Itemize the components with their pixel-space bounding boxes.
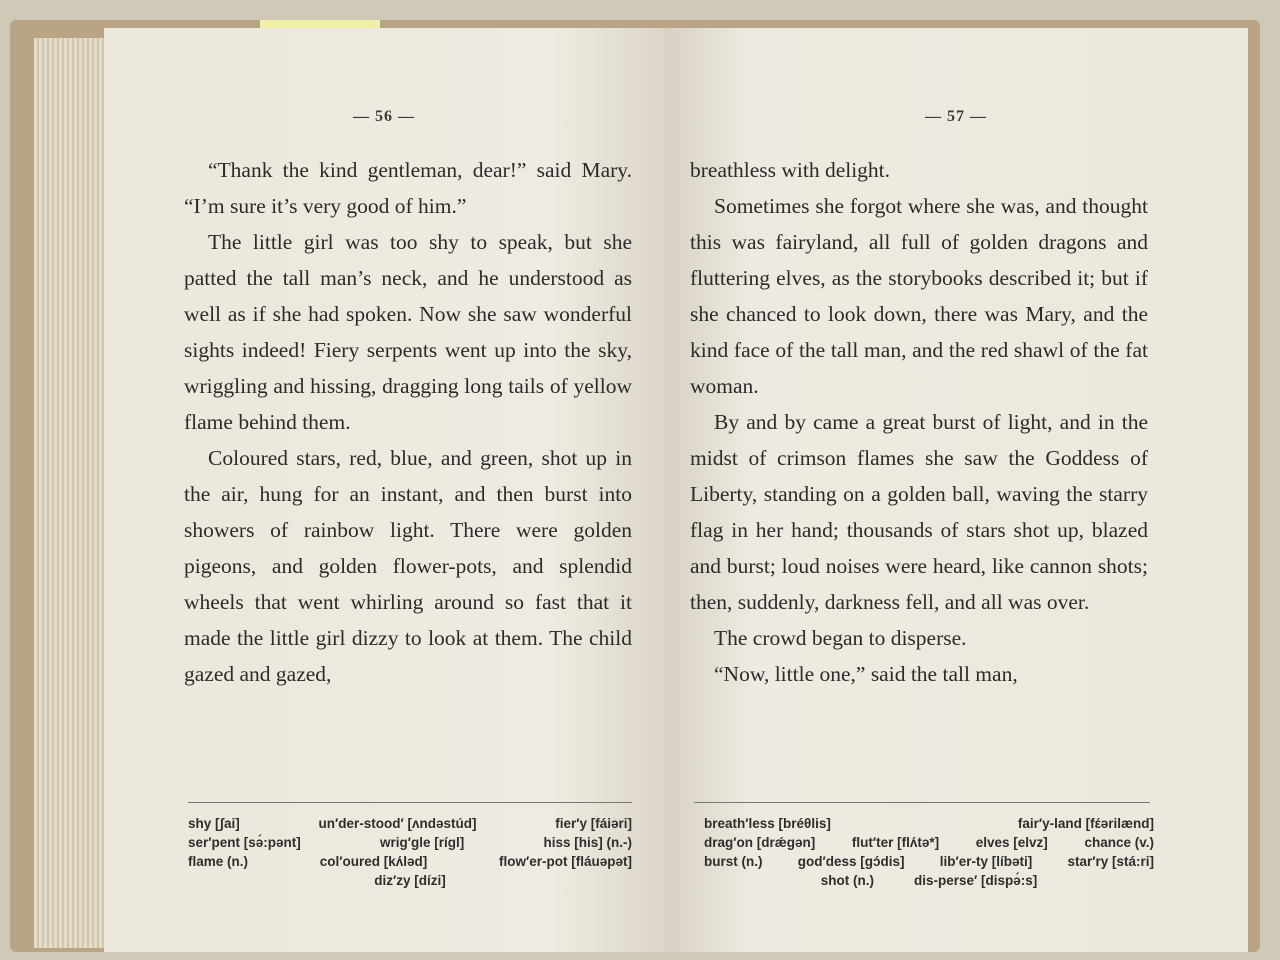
glossary-line <box>188 873 632 892</box>
pronunciation-glossary <box>188 816 632 892</box>
glossary-entry: shy [ʃai] <box>188 816 240 831</box>
glossary-line <box>704 816 1154 835</box>
glossary-entry: flow′er-pot [fláuəpət] <box>499 854 632 869</box>
glossary-entry: fair′y-land [fέərilænd] <box>1017 816 1154 831</box>
glossary-entry: chance (v.) <box>1084 835 1154 850</box>
paragraph: The little girl was too shy to speak, but she patted the tall man’s neck, and he understood as well as if she had spoken. Now she saw wonderful sights indeed! Fiery serpents went up into the sky, wriggling and hissing, dragging long tails of yellow flame behind them. <box>184 230 632 434</box>
right-page <box>664 28 1248 952</box>
glossary-entry: col′oured [kʌ́ləd] <box>319 854 428 869</box>
pronunciation-glossary <box>704 816 1154 892</box>
glossary-entry: hiss [his] (n.-) <box>543 835 632 850</box>
glossary-line <box>188 835 632 854</box>
glossary-entry: lib′er-ty [líbəti] <box>939 854 1033 869</box>
glossary-entry: star′ry [stá:ri] <box>1067 854 1154 869</box>
page-number: — 57 — <box>925 108 987 125</box>
glossary-entry: wrig′gle [rígl] <box>380 835 465 850</box>
paragraph: Coloured stars, red, blue, and green, shot up in the air, hung for an instant, and then burst into showers of rainbow light. There were golden pigeons, and golden flower-pots, and splendid wheels that went whirling around so fast that it made the little girl dizzy to look at them. The child gazed and gazed, <box>184 446 632 686</box>
page-number: — 56 — <box>353 108 415 125</box>
glossary-entry: un′der-stood′ [ʌndəstúd] <box>318 816 477 831</box>
glossary-entry: elves [elvz] <box>975 835 1048 850</box>
glossary-entry: breath′less [bréθlis] <box>704 816 831 831</box>
glossary-entry: diz′zy [dízi] <box>374 873 446 888</box>
glossary-entry: drag′on [drǽgən] <box>704 835 816 850</box>
paragraph: “Thank the kind gentleman, dear!” said Mary. “I’m sure it’s very good of him.” <box>184 158 632 218</box>
footnote-divider <box>188 802 632 803</box>
page-text <box>184 152 632 692</box>
page-text <box>690 152 1148 692</box>
glossary-entry: burst (n.) <box>704 854 763 869</box>
open-book <box>10 20 1260 952</box>
glossary-entry: dis-perse′ [dispə́:s] <box>913 873 1038 888</box>
paragraph: “Now, little one,” said the tall man, <box>714 662 1018 686</box>
glossary-line <box>704 835 1154 854</box>
glossary-entry: god′dess [gɔ́dis] <box>797 854 905 869</box>
glossary-line <box>704 873 1154 892</box>
glossary-line <box>704 854 1154 873</box>
paragraph: By and by came a great burst of light, and in the midst of crimson flames she saw the Goddess of Liberty, standing on a golden ball, waving the starry flag in her hand; thousands of stars shot up, blazed and burst; loud noises were heard, like cannon shots; then, suddenly, darkness fell, and all was over. <box>690 410 1148 614</box>
glossary-line <box>188 854 632 873</box>
glossary-line <box>188 816 632 835</box>
glossary-entry: fier′y [fáiəri] <box>555 816 632 831</box>
page-edges <box>34 38 106 948</box>
glossary-entry: ser′pent [sə́:pənt] <box>188 835 301 850</box>
left-page <box>104 28 664 952</box>
paragraph: breathless with delight. <box>690 158 891 182</box>
paragraph: Sometimes she forgot where she was, and thought this was fairyland, all full of golden dragons and fluttering elves, as the storybooks described it; but if she chanced to look down, there was Mary, and the kind face of the tall man, and the red shawl of the fat woman. <box>690 194 1148 398</box>
footnote-divider <box>694 802 1150 803</box>
glossary-entry: flut′ter [flʌ́tə*] <box>851 835 940 850</box>
paragraph: The crowd began to disperse. <box>714 626 967 650</box>
glossary-entry: flame (n.) <box>188 854 249 869</box>
glossary-entry: shot (n.) <box>820 873 874 888</box>
